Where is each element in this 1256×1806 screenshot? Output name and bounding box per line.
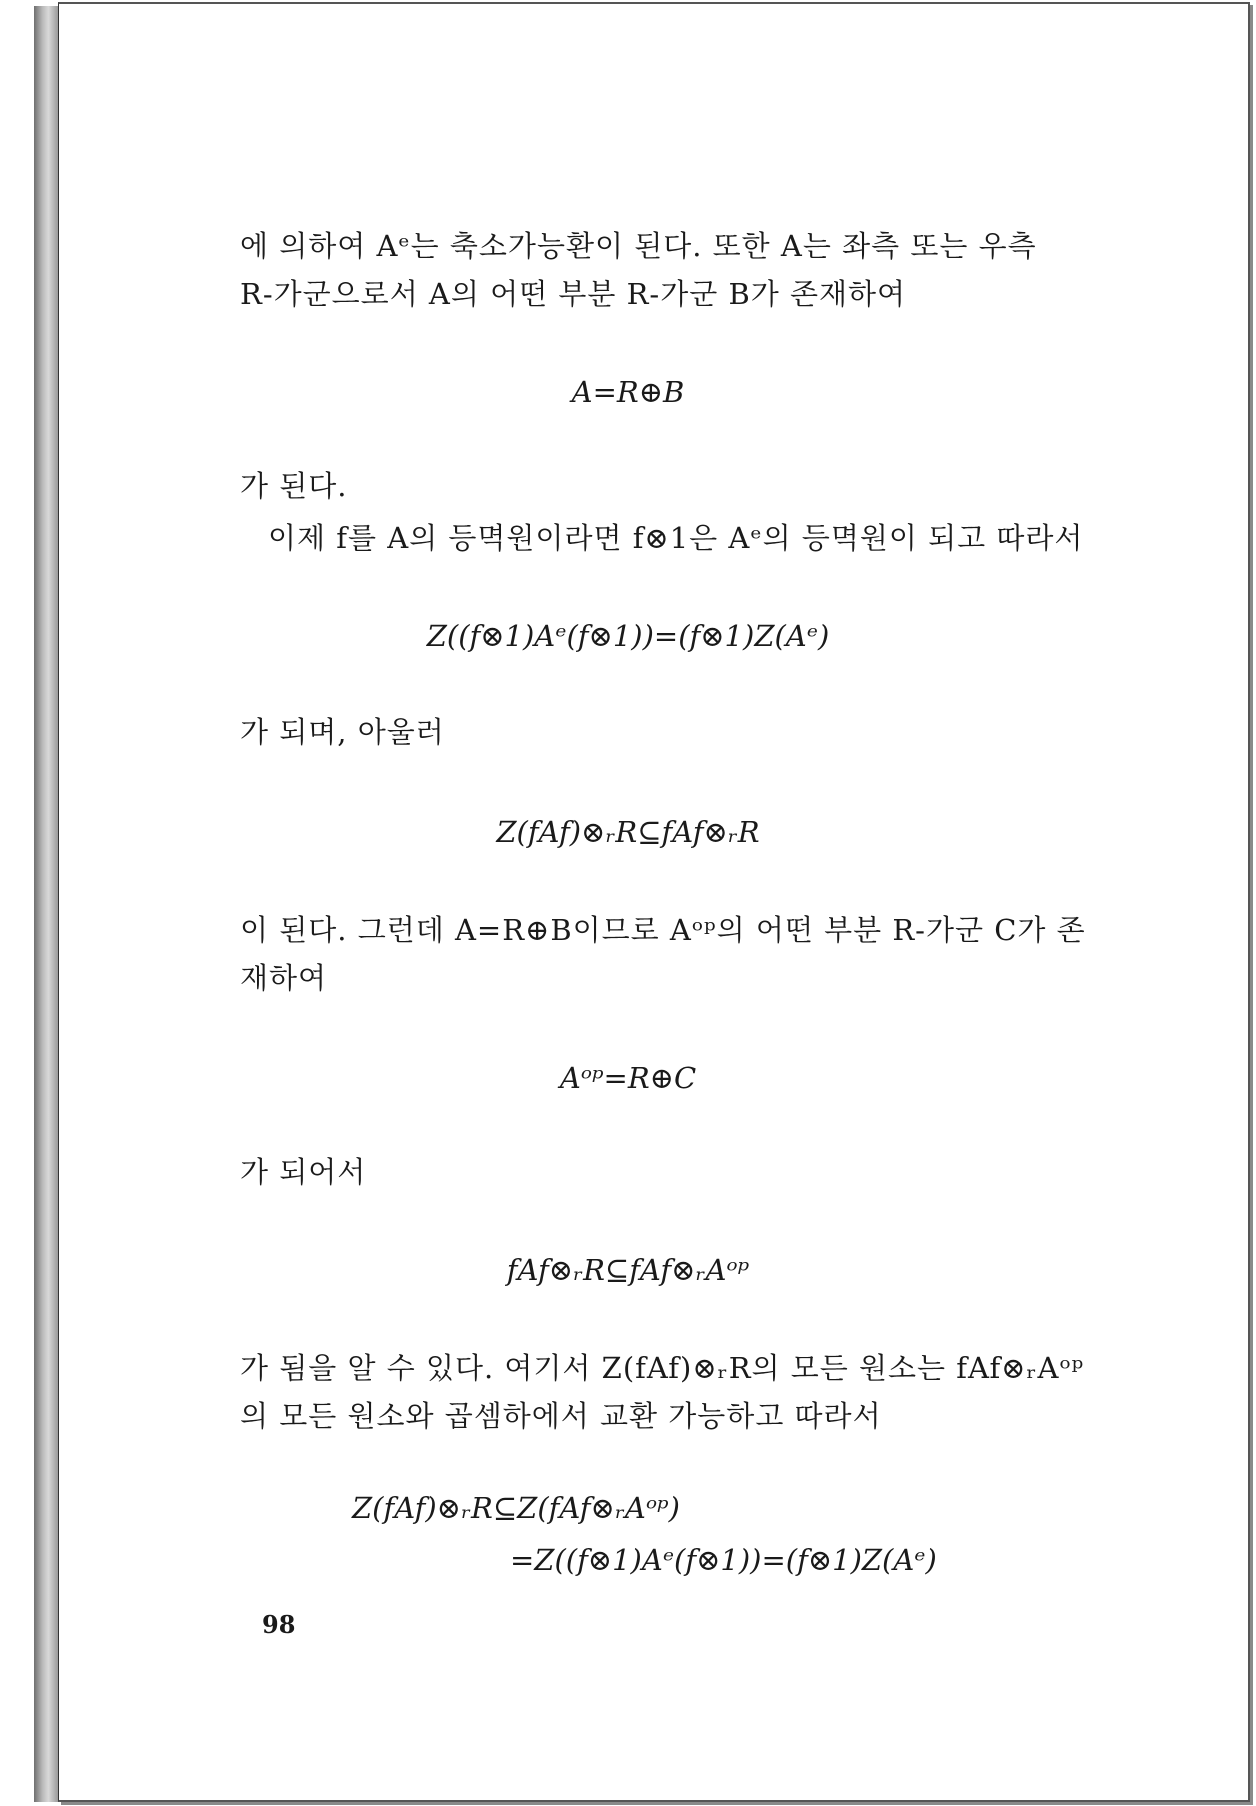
paragraph-line: 가 되며, 아울러 xyxy=(240,715,445,749)
page-number: 98 xyxy=(262,1610,296,1639)
paragraph-line: 재하여 xyxy=(240,961,328,995)
equation: A=R⊕B xyxy=(571,375,685,409)
paragraph-line: 이제 f를 A의 등멱원이라면 f⊗1은 Aᵉ의 등멱원이 되고 따라서 xyxy=(268,521,1084,555)
paragraph-line: 가 된다. xyxy=(240,469,348,503)
paragraph-line: 이 된다. 그런데 A=R⊕B이므로 Aᵒᵖ의 어떤 부분 R-가군 C가 존 xyxy=(240,913,1086,947)
equation: =Z((f⊗1)Aᵉ(f⊗1))=(f⊗1)Z(Aᵉ) xyxy=(510,1543,937,1577)
equation: Z((f⊗1)Aᵉ(f⊗1))=(f⊗1)Z(Aᵉ) xyxy=(426,619,830,653)
book-page xyxy=(58,2,1250,1802)
equation: Aᵒᵖ=R⊕C xyxy=(559,1061,697,1095)
paragraph-line: R-가군으로서 A의 어떤 부분 R-가군 B가 존재하여 xyxy=(240,277,907,311)
paragraph-line: 의 모든 원소와 곱셈하에서 교환 가능하고 따라서 xyxy=(240,1399,882,1433)
paragraph-line: 가 되어서 xyxy=(240,1155,367,1189)
paragraph-line: 에 의하여 Aᵉ는 축소가능환이 된다. 또한 A는 좌측 또는 우측 xyxy=(240,229,1037,263)
paragraph-line: 가 됨을 알 수 있다. 여기서 Z(fAf)⊗ᵣR의 모든 원소는 fAf⊗ᵣAᵒᵖ xyxy=(240,1351,1085,1385)
book-page-edge xyxy=(34,6,59,1802)
equation: Z(fAf)⊗ᵣR⊆fAf⊗ᵣR xyxy=(496,815,760,849)
equation: Z(fAf)⊗ᵣR⊆Z(fAf⊗ᵣAᵒᵖ) xyxy=(352,1491,680,1525)
equation: fAf⊗ᵣR⊆fAf⊗ᵣAᵒᵖ xyxy=(506,1253,750,1287)
